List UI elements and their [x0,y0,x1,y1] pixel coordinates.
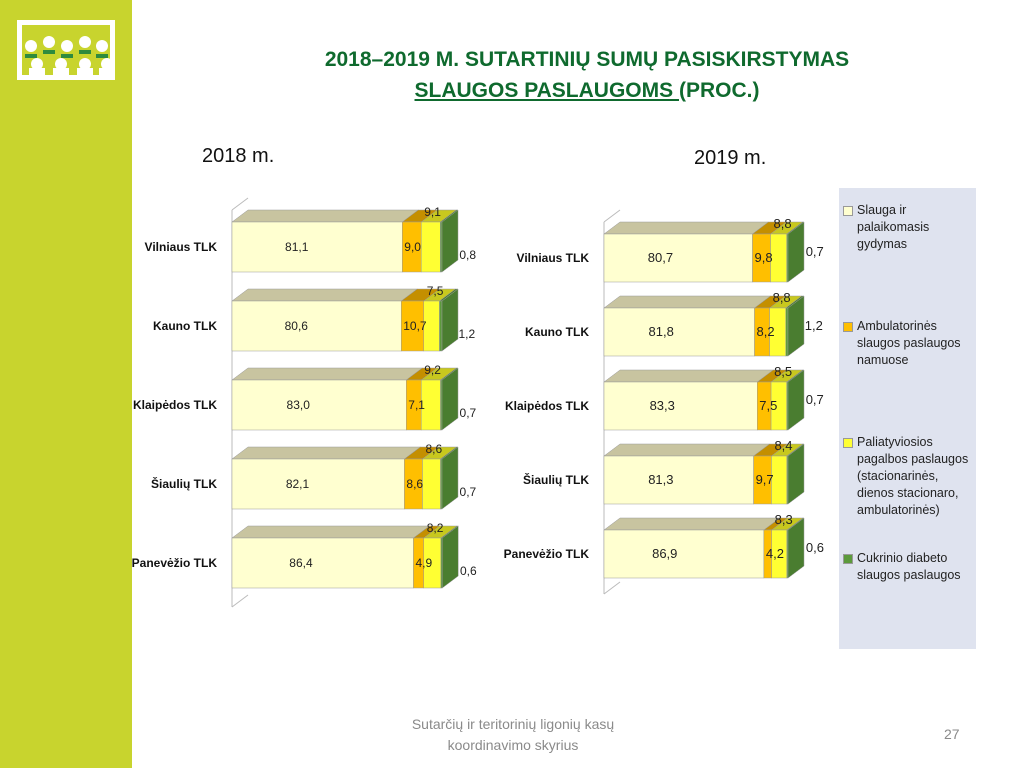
title-underlined: SLAUGOS PASLAUGOMS [414,79,679,102]
bar-top [604,444,770,456]
data-label: 9,8 [754,250,773,265]
category-label: Panevėžio TLK [131,556,217,570]
category-label: Kauno TLK [525,325,589,339]
bar-segment [771,456,786,504]
category-label: Kauno TLK [153,319,217,333]
legend [839,188,976,649]
data-label: 8,6 [425,442,443,456]
category-label: Klaipėdos TLK [504,399,589,413]
data-label: 8,2 [756,324,775,339]
legend-label: Cukrinio diabeto slaugos paslaugos [857,551,961,582]
bar-top [232,526,429,538]
bar-segment [232,301,401,351]
category-label: Vilniaus TLK [144,240,217,254]
bar-segment [440,222,442,272]
data-label: 9,2 [424,363,441,377]
category-label: Šiaulių TLK [523,473,589,487]
data-label: 86,4 [289,556,313,570]
logo [17,20,115,80]
title-line-2 [232,75,942,106]
bar-segment [232,380,406,430]
data-label: 83,3 [649,398,675,413]
bar-segment [604,382,757,430]
people-logo-icon [17,20,115,80]
category-label: Vilniaus TLK [516,251,589,265]
data-label: 0,8 [459,248,477,262]
axis-line [232,198,248,210]
data-label: 81,8 [648,324,674,339]
bar-segment [604,530,764,578]
data-label: 80,6 [284,319,308,333]
chart-title-2018: 2018 m. [202,145,275,167]
footer-text: Sutarčių ir teritorinių ligonių kasų koordinavimo skyrius [411,716,615,753]
bar-segment [439,301,442,351]
data-label: 0,7 [459,485,477,499]
axis-line [604,210,620,222]
legend-label: Slauga ir palaikomasis gydymas [857,203,930,251]
data-label: 8,8 [773,216,792,231]
data-label: 4,2 [765,546,784,561]
bar-segment [232,459,404,509]
legend-label: Paliatyviosios pagalbos paslaugos (stacionarinės, dienos stacionaro, ambulatorinės) [857,435,969,517]
data-label: 10,7 [403,319,427,333]
data-label: 81,1 [285,240,309,254]
bar-segment [232,538,413,588]
data-label: 1,2 [804,318,823,333]
chart-2018 [0,190,480,610]
data-label: 8,8 [772,290,791,305]
bar-top [232,289,417,301]
bar-top [604,222,768,234]
legend-label: Ambulatorinės slaugos paslaugos namuose [857,319,961,367]
data-label: 8,6 [406,477,424,491]
page-number: 27 [944,726,960,742]
chart-title-2019: 2019 m. [694,147,767,169]
data-label: 1,2 [458,327,476,341]
slide-title [232,44,942,106]
bar-segment [786,308,788,356]
data-label: 8,3 [774,512,793,527]
category-label: Klaipėdos TLK [132,398,217,412]
bar-top [232,210,418,222]
legend-swatch [843,554,853,564]
legend-swatch [843,206,853,216]
data-label: 0,6 [805,540,824,555]
data-label: 82,1 [285,477,310,491]
bar-segment [422,459,440,509]
bar-top [604,296,771,308]
category-label: Panevėžio TLK [503,547,589,561]
data-label: 8,2 [426,521,444,535]
data-label: 0,7 [805,392,824,407]
data-label: 80,7 [647,250,674,265]
legend-swatch [843,438,853,448]
title-rest: (PROC.) [678,79,760,102]
data-label: 81,3 [648,472,674,487]
bar-top [232,368,422,380]
category-label: Šiaulių TLK [151,477,217,491]
axis-line [232,595,248,607]
data-label: 4,9 [415,556,433,570]
bar-segment [771,234,787,282]
data-label: 7,5 [759,398,778,413]
data-label: 9,7 [755,472,774,487]
legend-swatch [843,322,853,332]
data-label: 9,0 [404,240,421,254]
bar-top [604,370,773,382]
data-label: 0,7 [805,244,824,259]
title-line-1: 2018–2019 M. SUTARTINIŲ SUMŲ PASISKIRSTYMAS [324,48,850,71]
data-label: 83,0 [286,398,310,412]
data-label: 8,5 [774,364,793,379]
bar-segment [421,222,440,272]
data-label: 7,5 [426,284,444,298]
bar-top [232,447,420,459]
bar-top [604,518,780,530]
data-label: 8,4 [774,438,793,453]
bar-segment [604,308,755,356]
bar-segment [232,222,402,272]
data-label: 0,7 [459,406,477,420]
data-label: 7,1 [408,398,425,412]
data-label: 86,9 [652,546,678,561]
axis-line [604,582,620,594]
data-label: 9,1 [424,205,441,219]
bar-segment [604,234,752,282]
bar-segment [604,456,754,504]
data-label: 0,6 [459,564,477,578]
